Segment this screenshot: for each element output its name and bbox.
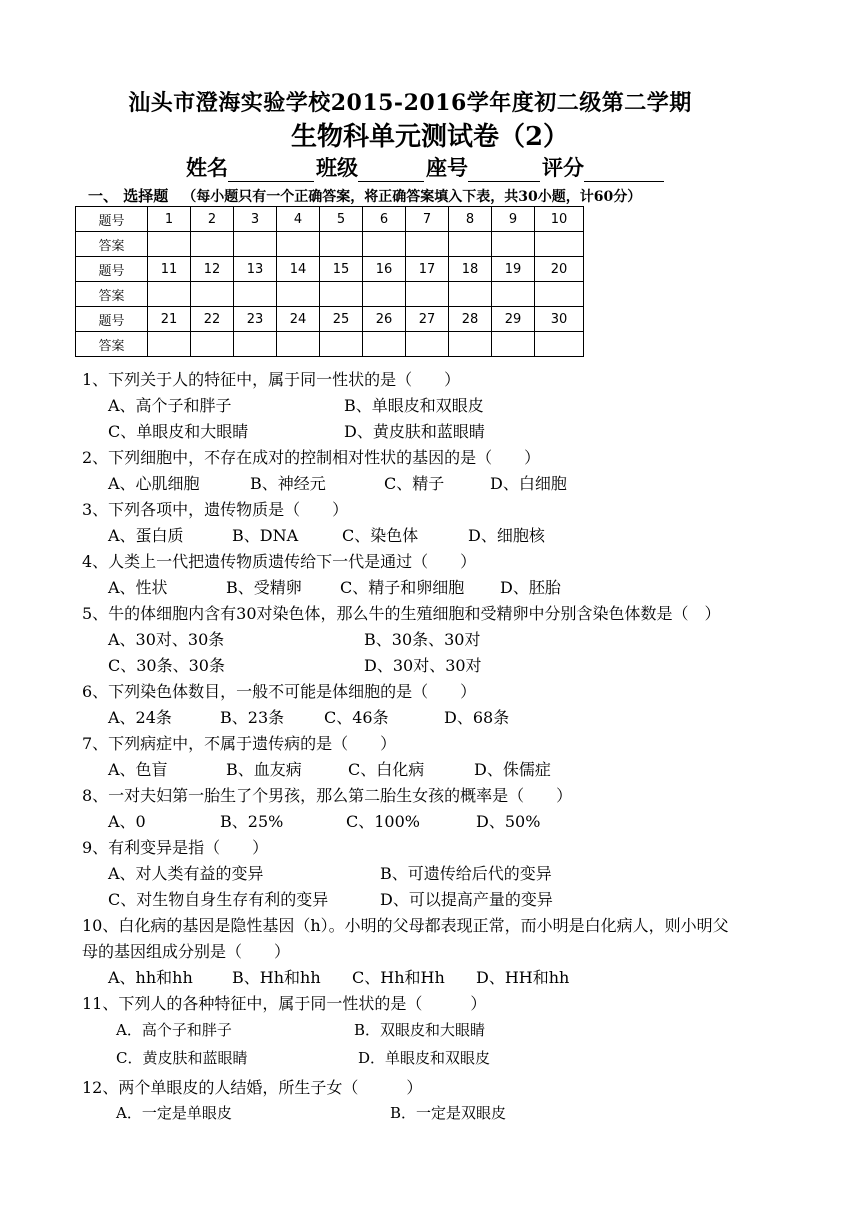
question-number-cell: 2 bbox=[191, 207, 234, 232]
q5-option-b[interactable]: B、30条、30对 bbox=[364, 630, 481, 649]
q4-option-c[interactable]: C、精子和卵细胞 bbox=[340, 578, 465, 597]
number-row-label: 题号 bbox=[76, 257, 148, 282]
answer-row bbox=[76, 232, 584, 257]
question-number-cell: 24 bbox=[277, 307, 320, 332]
question-5: 5、牛的体细胞内含有30对染色体，那么牛的生殖细胞和受精卵中分别含染色体数是（ ） bbox=[82, 604, 721, 623]
answer-cell[interactable] bbox=[191, 332, 234, 357]
q9-option-c[interactable]: C、对生物自身生存有利的变异 bbox=[108, 890, 329, 909]
name-label: 姓名 bbox=[186, 155, 228, 180]
question-number-cell: 27 bbox=[406, 307, 449, 332]
question-number-cell: 20 bbox=[535, 257, 584, 282]
question-number-cell: 26 bbox=[363, 307, 406, 332]
q11-option-a[interactable]: A．高个子和胖子 bbox=[116, 1021, 232, 1039]
answer-cell[interactable] bbox=[406, 282, 449, 307]
q3-option-d[interactable]: D、细胞核 bbox=[468, 526, 545, 545]
q1-option-d[interactable]: D、黄皮肤和蓝眼睛 bbox=[344, 422, 485, 441]
q3-option-a[interactable]: A、蛋白质 bbox=[108, 526, 184, 545]
answer-row bbox=[76, 282, 584, 307]
answer-cell[interactable] bbox=[363, 332, 406, 357]
answer-cell[interactable] bbox=[148, 332, 191, 357]
section-heading bbox=[88, 185, 641, 206]
question-number-cell: 1 bbox=[148, 207, 191, 232]
q6-option-c[interactable]: C、46条 bbox=[324, 708, 389, 727]
question-8: 8、一对夫妇第一胎生了个男孩，那么第二胎生女孩的概率是（ ） bbox=[82, 786, 573, 805]
question-number-cell: 25 bbox=[320, 307, 363, 332]
answer-table bbox=[75, 206, 584, 357]
question-number-cell: 7 bbox=[406, 207, 449, 232]
q5-option-a[interactable]: A、30对、30条 bbox=[108, 630, 225, 649]
question-7: 7、下列病症中，不属于遗传病的是（ ） bbox=[82, 734, 397, 753]
q5-option-c[interactable]: C、30条、30条 bbox=[108, 656, 225, 675]
test-title: 生物科单元测试卷（2） bbox=[290, 122, 570, 152]
question-number-cell: 10 bbox=[535, 207, 584, 232]
question-number-cell: 23 bbox=[234, 307, 277, 332]
question-6: 6、下列染色体数目，一般不可能是体细胞的是（ ） bbox=[82, 682, 477, 701]
q6-option-b[interactable]: B、23条 bbox=[220, 708, 285, 727]
question-number-cell: 17 bbox=[406, 257, 449, 282]
number-row bbox=[76, 257, 584, 282]
section-title: 一、 选择题 bbox=[88, 187, 169, 205]
q4-option-a[interactable]: A、性状 bbox=[108, 578, 168, 597]
answer-cell[interactable] bbox=[320, 332, 363, 357]
question-9: 9、有利变异是指（ ） bbox=[82, 838, 269, 857]
answer-cell[interactable] bbox=[492, 282, 535, 307]
q7-option-b[interactable]: B、血友病 bbox=[226, 760, 302, 779]
answer-cell[interactable] bbox=[363, 282, 406, 307]
number-row-label: 题号 bbox=[76, 307, 148, 332]
question-3: 3、下列各项中，遗传物质是（ ） bbox=[82, 500, 349, 519]
answer-cell[interactable] bbox=[363, 232, 406, 257]
answer-cell[interactable] bbox=[406, 332, 449, 357]
q12-option-a[interactable]: A．一定是单眼皮 bbox=[116, 1104, 232, 1122]
q10-option-b[interactable]: B、Hh和hh bbox=[232, 968, 321, 987]
question-1: 1、下列关于人的特征中，属于同一性状的是（ ） bbox=[82, 370, 461, 389]
q4-option-b[interactable]: B、受精卵 bbox=[226, 578, 302, 597]
number-row bbox=[76, 307, 584, 332]
answer-cell[interactable] bbox=[277, 232, 320, 257]
answer-cell[interactable] bbox=[234, 332, 277, 357]
q7-option-a[interactable]: A、色盲 bbox=[108, 760, 168, 779]
answer-cell[interactable] bbox=[148, 282, 191, 307]
q1-option-b[interactable]: B、单眼皮和双眼皮 bbox=[344, 396, 484, 415]
question-number-cell: 13 bbox=[234, 257, 277, 282]
q6-option-d[interactable]: D、68条 bbox=[444, 708, 510, 727]
question-number-cell: 12 bbox=[191, 257, 234, 282]
answer-row-label: 答案 bbox=[76, 232, 148, 257]
answer-cell[interactable] bbox=[492, 232, 535, 257]
q10-option-c[interactable]: C、Hh和Hh bbox=[352, 968, 445, 987]
q2-option-a[interactable]: A、心肌细胞 bbox=[108, 474, 200, 493]
answer-cell[interactable] bbox=[406, 232, 449, 257]
question-11: 11、下列人的各种特征中，属于同一性状的是（ ） bbox=[82, 994, 487, 1013]
q10-option-a[interactable]: A、hh和hh bbox=[108, 968, 193, 987]
q8-option-a[interactable]: A、0 bbox=[108, 812, 146, 831]
q6-option-a[interactable]: A、24条 bbox=[108, 708, 172, 727]
q3-option-b[interactable]: B、DNA bbox=[232, 526, 299, 545]
question-number-cell: 30 bbox=[535, 307, 584, 332]
answer-cell[interactable] bbox=[234, 232, 277, 257]
answer-cell[interactable] bbox=[234, 282, 277, 307]
q11-option-d[interactable]: D．单眼皮和双眼皮 bbox=[358, 1049, 491, 1067]
section-instructions: （每小题只有一个正确答案，将正确答案填入下表，共30小题，计60分） bbox=[182, 189, 642, 205]
answer-cell[interactable] bbox=[277, 282, 320, 307]
answer-cell[interactable] bbox=[449, 232, 492, 257]
question-4: 4、人类上一代把遗传物质遗传给下一代是通过（ ） bbox=[82, 552, 477, 571]
answer-cell[interactable] bbox=[320, 232, 363, 257]
question-number-cell: 8 bbox=[449, 207, 492, 232]
answer-cell[interactable] bbox=[277, 332, 320, 357]
q8-option-d[interactable]: D、50% bbox=[476, 812, 541, 831]
number-row-label: 题号 bbox=[76, 207, 148, 232]
score-label: 评分 bbox=[542, 155, 584, 180]
q1-option-a[interactable]: A、高个子和胖子 bbox=[108, 396, 232, 415]
q10-option-d[interactable]: D、HH和hh bbox=[476, 968, 570, 987]
question-number-cell: 28 bbox=[449, 307, 492, 332]
q12-option-b[interactable]: B．一定是双眼皮 bbox=[390, 1104, 507, 1122]
question-number-cell: 9 bbox=[492, 207, 535, 232]
answer-row bbox=[76, 332, 584, 357]
q2-option-b[interactable]: B、神经元 bbox=[250, 474, 326, 493]
q11-option-b[interactable]: B．双眼皮和大眼睛 bbox=[354, 1021, 486, 1039]
answer-cell[interactable] bbox=[535, 282, 584, 307]
question-number-cell: 19 bbox=[492, 257, 535, 282]
q7-option-c[interactable]: C、白化病 bbox=[348, 760, 425, 779]
question-number-cell: 4 bbox=[277, 207, 320, 232]
answer-row-label: 答案 bbox=[76, 282, 148, 307]
question-2: 2、下列细胞中，不存在成对的控制相对性状的基因的是（ ） bbox=[82, 448, 541, 467]
answer-cell[interactable] bbox=[535, 232, 584, 257]
student-info-line bbox=[186, 152, 666, 182]
q11-option-c[interactable]: C．黄皮肤和蓝眼睛 bbox=[116, 1049, 248, 1067]
score-field[interactable] bbox=[584, 159, 664, 182]
answer-row-label: 答案 bbox=[76, 332, 148, 357]
question-10: 10、白化病的基因是隐性基因（h）。小明的父母都表现正常，而小明是白化病人，则小明父 bbox=[82, 916, 729, 935]
answer-cell[interactable] bbox=[320, 282, 363, 307]
answer-cell[interactable] bbox=[449, 332, 492, 357]
question-number-cell: 11 bbox=[148, 257, 191, 282]
q5-option-d[interactable]: D、30对、30对 bbox=[364, 656, 482, 675]
question-number-cell: 21 bbox=[148, 307, 191, 332]
question-number-cell: 18 bbox=[449, 257, 492, 282]
q8-option-b[interactable]: B、25% bbox=[220, 812, 284, 831]
question-12: 12、两个单眼皮的人结婚，所生子女（ ） bbox=[82, 1078, 423, 1097]
q9-option-b[interactable]: B、可遗传给后代的变异 bbox=[380, 864, 552, 883]
answer-cell[interactable] bbox=[449, 282, 492, 307]
question-number-cell: 29 bbox=[492, 307, 535, 332]
answer-cell[interactable] bbox=[535, 332, 584, 357]
question-number-cell: 22 bbox=[191, 307, 234, 332]
question-number-cell: 3 bbox=[234, 207, 277, 232]
number-row bbox=[76, 207, 584, 232]
q9-option-a[interactable]: A、对人类有益的变异 bbox=[108, 864, 264, 883]
question-number-cell: 16 bbox=[363, 257, 406, 282]
class-label: 班级 bbox=[316, 155, 358, 180]
class-field[interactable] bbox=[358, 159, 424, 182]
seat-label: 座号 bbox=[426, 155, 468, 180]
q2-option-c[interactable]: C、精子 bbox=[384, 474, 445, 493]
school-title: 汕头市澄海实验学校2015-2016学年度初二级第二学期 bbox=[128, 90, 692, 116]
q1-option-c[interactable]: C、单眼皮和大眼睛 bbox=[108, 422, 249, 441]
answer-cell[interactable] bbox=[148, 232, 191, 257]
answer-cell[interactable] bbox=[492, 332, 535, 357]
seat-field[interactable] bbox=[468, 159, 540, 182]
answer-cell[interactable] bbox=[191, 232, 234, 257]
question-10-continued: 母的基因组成分别是（ ） bbox=[82, 942, 291, 961]
q2-option-d[interactable]: D、白细胞 bbox=[490, 474, 567, 493]
q4-option-d[interactable]: D、胚胎 bbox=[500, 578, 561, 597]
question-number-cell: 15 bbox=[320, 257, 363, 282]
question-number-cell: 14 bbox=[277, 257, 320, 282]
question-number-cell: 6 bbox=[363, 207, 406, 232]
answer-cell[interactable] bbox=[191, 282, 234, 307]
q8-option-c[interactable]: C、100% bbox=[346, 812, 420, 831]
q3-option-c[interactable]: C、染色体 bbox=[342, 526, 419, 545]
name-field[interactable] bbox=[228, 159, 314, 182]
q7-option-d[interactable]: D、侏儒症 bbox=[474, 760, 551, 779]
question-number-cell: 5 bbox=[320, 207, 363, 232]
q9-option-d[interactable]: D、可以提高产量的变异 bbox=[380, 890, 553, 909]
